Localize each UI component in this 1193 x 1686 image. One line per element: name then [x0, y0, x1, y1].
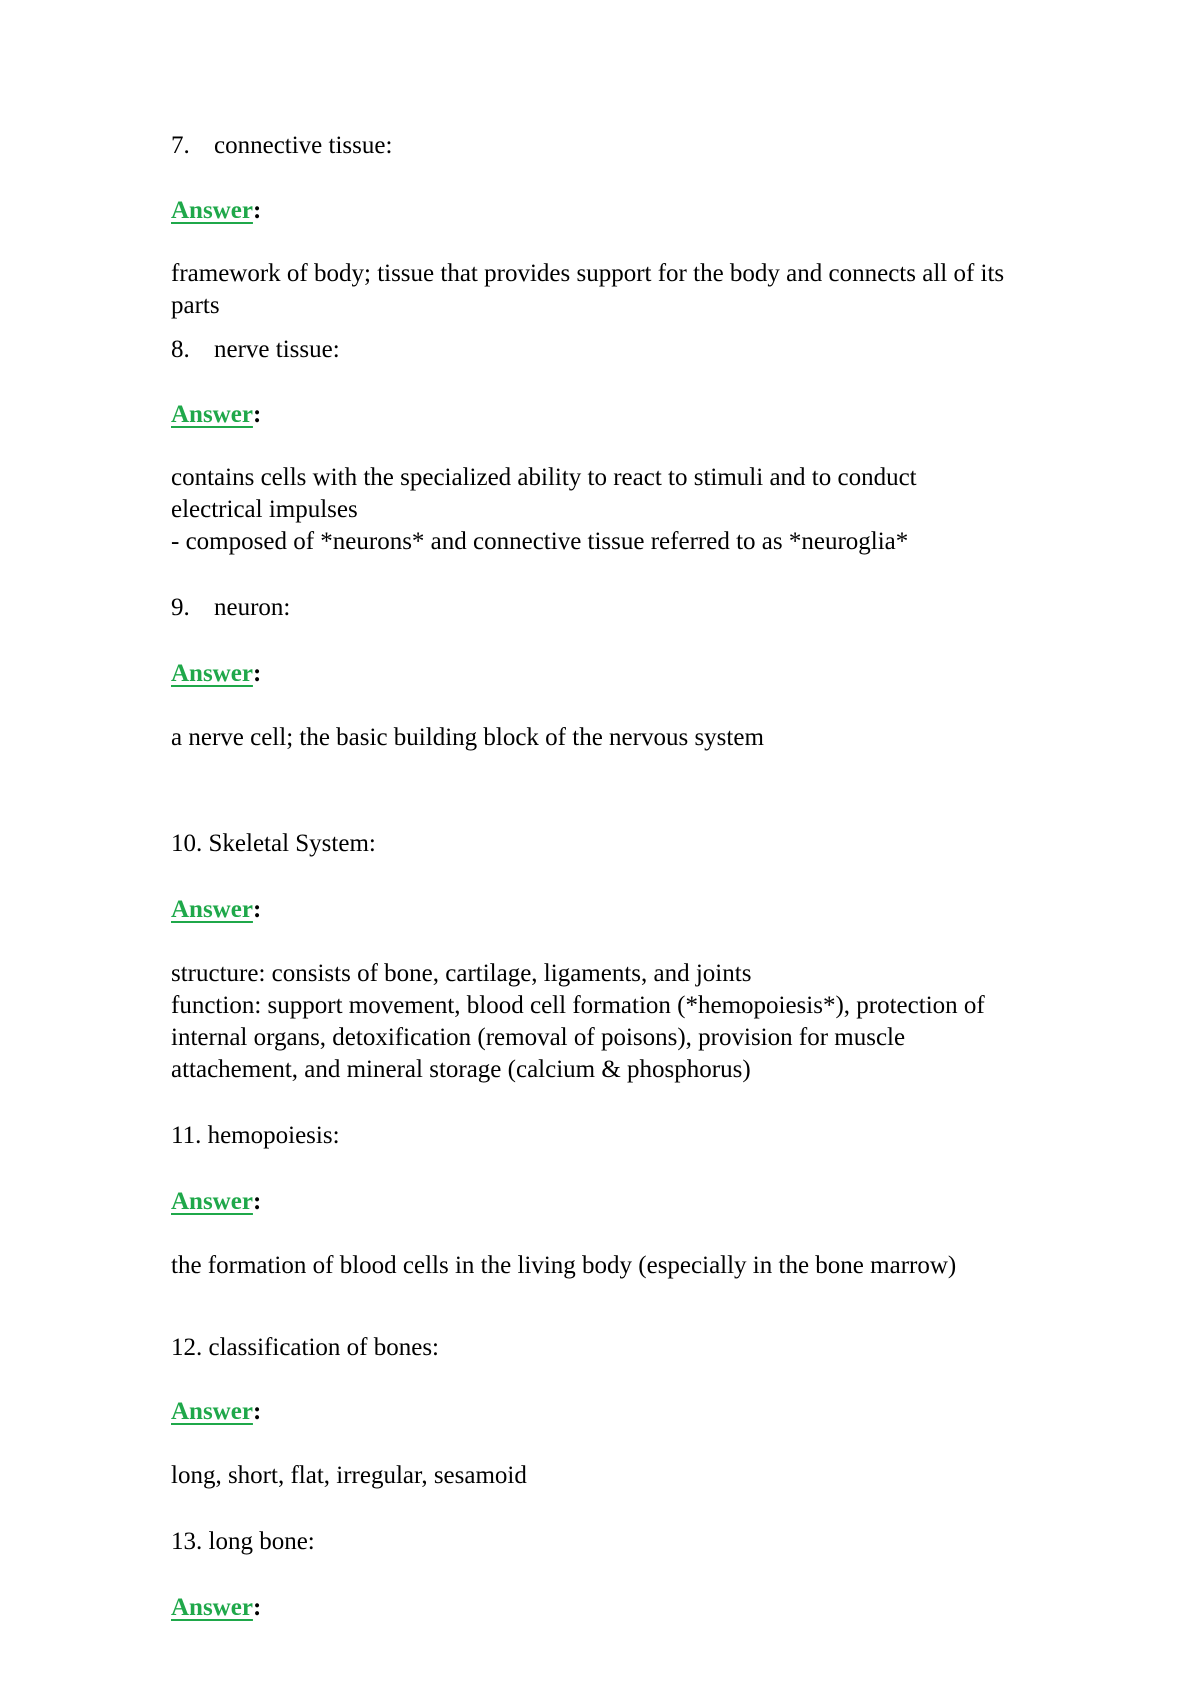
question-7: [171, 130, 392, 162]
answer-line: a nerve cell; the basic building block of the nervous system: [171, 724, 764, 751]
question-number: 13.: [171, 1528, 203, 1555]
answer-link[interactable]: Answer: [171, 1594, 253, 1621]
answer-colon: :: [252, 1398, 262, 1425]
question-number: 7.: [171, 132, 190, 159]
answer-line: internal organs, detoxification (removal of poisons), provision for muscle: [171, 1024, 906, 1051]
answer-link[interactable]: Answer: [171, 1398, 253, 1425]
answer-colon: :: [252, 896, 262, 923]
answer-heading-9: [171, 658, 261, 690]
answer-line: parts: [171, 292, 220, 319]
answer-line: contains cells with the specialized ability to react to stimuli and to conduct: [171, 464, 917, 491]
question-text: connective tissue:: [214, 132, 393, 159]
answer-line: the formation of blood cells in the living body (especially in the bone marrow): [171, 1252, 957, 1279]
answer-colon: :: [252, 401, 262, 428]
answer-heading-10: [171, 894, 261, 926]
answer-line: attachement, and mineral storage (calcium & phosphorus): [171, 1056, 751, 1083]
question-10: [171, 828, 376, 860]
answer-link[interactable]: Answer: [171, 197, 253, 224]
answer-heading-7: [171, 195, 261, 227]
question-number: 8.: [171, 336, 190, 363]
question-text: Skeletal System:: [208, 830, 376, 857]
question-text: nerve tissue:: [214, 336, 340, 363]
question-number: 12.: [171, 1334, 203, 1361]
answer-heading-8: [171, 399, 261, 431]
question-text: neuron:: [214, 594, 291, 621]
answer-link[interactable]: Answer: [171, 1188, 253, 1215]
question-text: classification of bones:: [208, 1334, 439, 1361]
answer-line: framework of body; tissue that provides support for the body and connects all of its: [171, 260, 1005, 287]
answer-colon: :: [252, 1188, 262, 1215]
answer-colon: :: [252, 660, 262, 687]
question-number: 11.: [171, 1122, 202, 1149]
answer-link[interactable]: Answer: [171, 401, 253, 428]
answer-heading-12: [171, 1396, 261, 1428]
answer-line: long, short, flat, irregular, sesamoid: [171, 1462, 527, 1489]
question-13: [171, 1526, 315, 1558]
question-8: [171, 334, 340, 366]
question-12: [171, 1332, 439, 1364]
answer-colon: :: [252, 1594, 262, 1621]
answer-heading-13: [171, 1592, 261, 1624]
answer-line: function: support movement, blood cell formation (*hemopoiesis*), protection of: [171, 992, 985, 1019]
question-11: [171, 1120, 340, 1152]
answer-link[interactable]: Answer: [171, 896, 253, 923]
answer-link[interactable]: Answer: [171, 660, 253, 687]
answer-heading-11: [171, 1186, 261, 1218]
question-text: long bone:: [208, 1528, 315, 1555]
answer-colon: :: [252, 197, 262, 224]
answer-line: electrical impulses: [171, 496, 358, 523]
question-9: [171, 592, 290, 624]
question-text: hemopoiesis:: [207, 1122, 340, 1149]
question-number: 10.: [171, 830, 203, 857]
answer-line: structure: consists of bone, cartilage, ligaments, and joints: [171, 960, 752, 987]
answer-line: - composed of *neurons* and connective tissue referred to as *neuroglia*: [171, 528, 909, 555]
question-number: 9.: [171, 594, 190, 621]
